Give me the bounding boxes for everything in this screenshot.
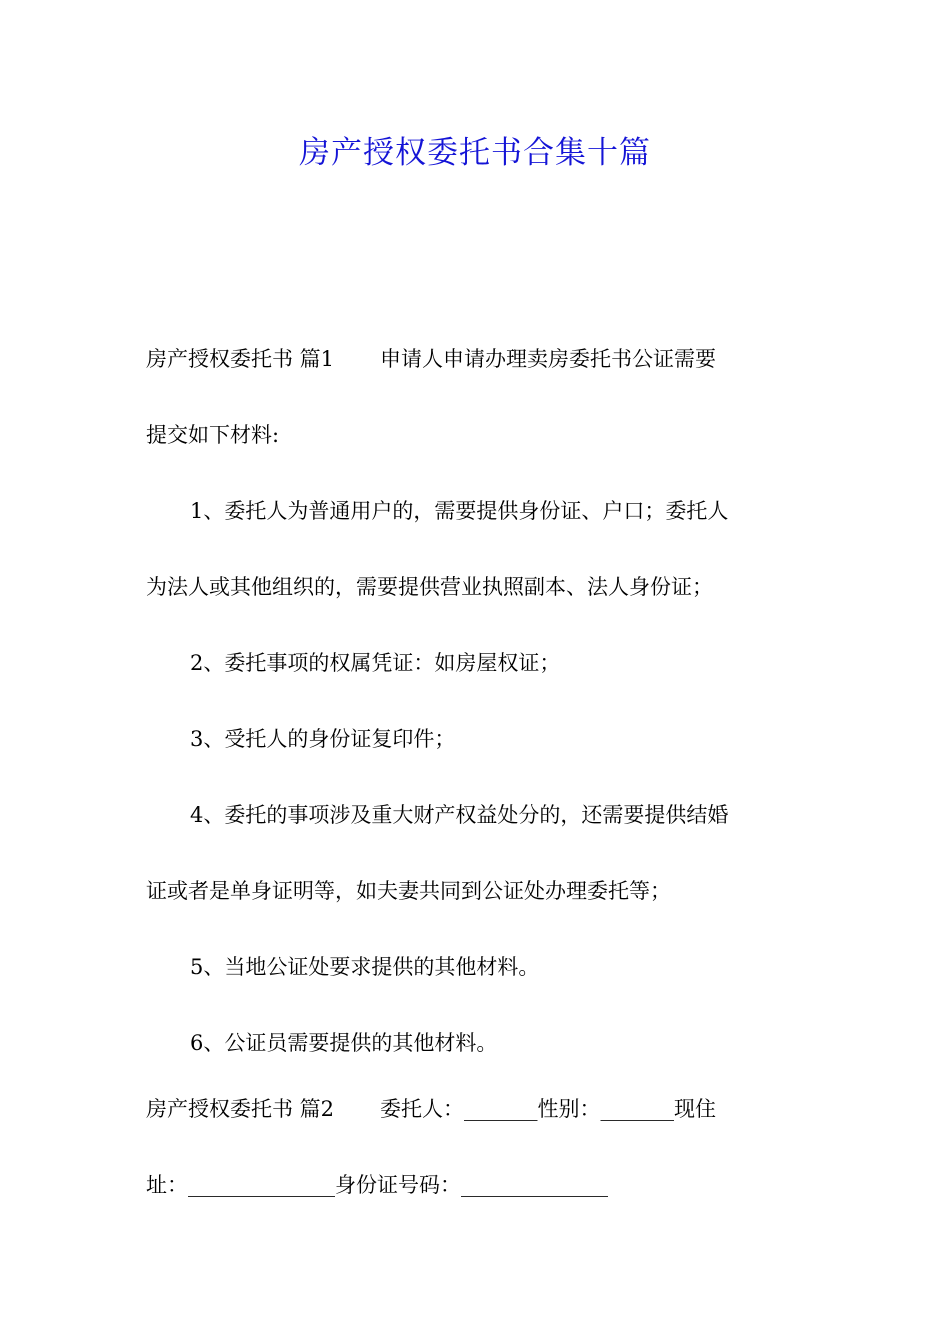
list-item xyxy=(146,485,806,561)
paragraph-text: 提交如下材料: xyxy=(146,423,280,447)
list-item-text: 6、公证员需要提供的其他材料。 xyxy=(190,1031,498,1055)
paragraph-line xyxy=(146,1159,806,1235)
section-heading: 房产授权委托书 篇1 xyxy=(146,347,335,371)
list-item xyxy=(146,713,806,789)
list-item-text: 3、受托人的身份证复印件； xyxy=(190,727,456,751)
form-field-text: 址：______________身份证号码：______________ xyxy=(146,1173,608,1197)
paragraph-line xyxy=(146,865,806,941)
paragraph-line xyxy=(146,561,806,637)
list-item xyxy=(146,941,806,1017)
paragraph-text: 为法人或其他组织的，需要提供营业执照副本、法人身份证； xyxy=(146,575,713,599)
list-item xyxy=(146,1017,806,1083)
list-item-text: 1、委托人为普通用户的，需要提供身份证、户口；委托人 xyxy=(190,499,729,523)
paragraph-line xyxy=(146,1083,806,1159)
list-item-text: 2、委托事项的权属凭证：如房屋权证； xyxy=(190,651,561,675)
list-item-text: 4、委托的事项涉及重大财产权益处分的，还需要提供结婚 xyxy=(190,803,729,827)
form-field-text: 委托人：_______性别：_______现住 xyxy=(380,1097,717,1121)
paragraph-line xyxy=(146,333,806,409)
document-title: 房产授权委托书合集十篇 xyxy=(299,135,651,171)
paragraph-text: 申请人申请办理卖房委托书公证需要 xyxy=(380,347,717,371)
document-body xyxy=(146,333,806,1235)
paragraph-text: 证或者是单身证明等，如夫妻共同到公证处办理委托等； xyxy=(146,879,671,903)
list-item xyxy=(146,789,806,865)
list-item-text: 5、当地公证处要求提供的其他材料。 xyxy=(190,955,540,979)
list-item xyxy=(146,637,806,713)
paragraph-line xyxy=(146,409,806,485)
section-heading: 房产授权委托书 篇2 xyxy=(146,1097,335,1121)
